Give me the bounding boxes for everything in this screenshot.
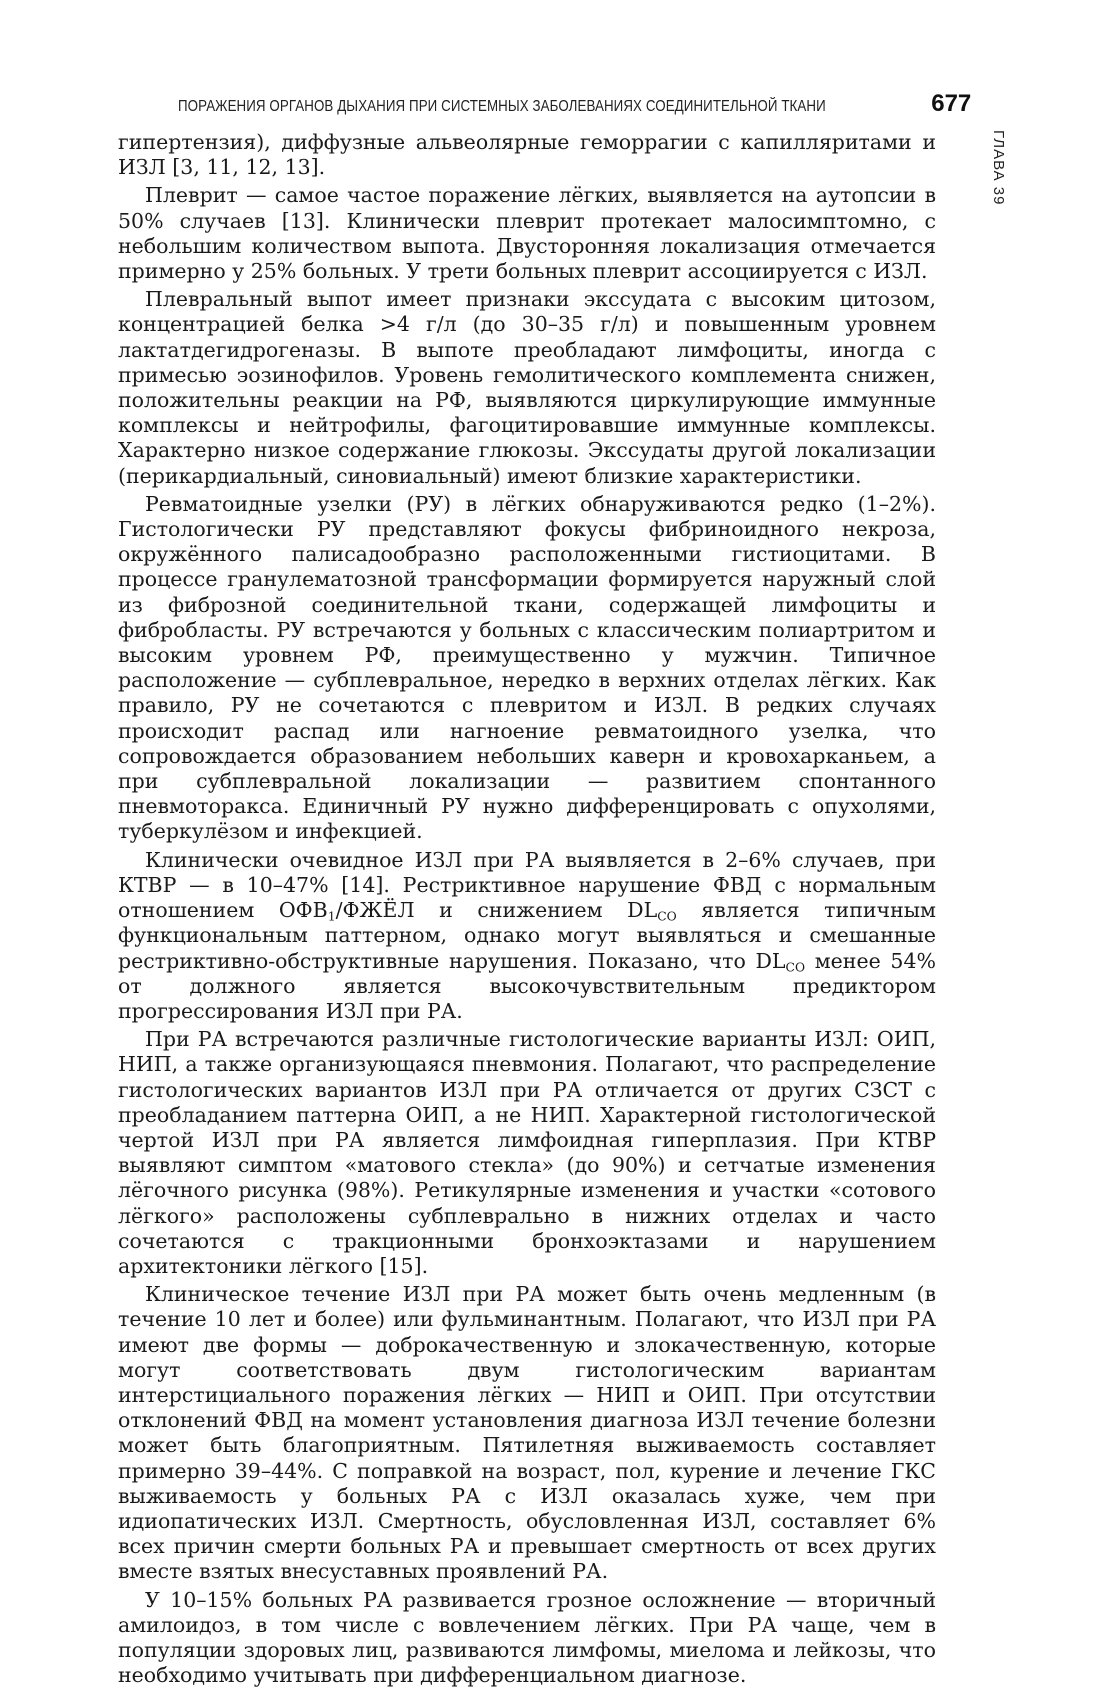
body-text [118,130,936,1691]
paragraph-6: При РА встречаются различные гистологические варианты ИЗЛ: ОИП, НИП, а также организующаяся пневмония. Полагают, что распределение гистологических вариантов ИЗЛ при РА отличается от других СЗСТ с преобладанием паттерна ОИП, а не НИП. Характерной гистологической чертой ИЗЛ при РА является лимфоидная гиперплазия. При КТВР выявляют симптом «матового стекла» (до 90%) и сетчатые изменения лёгочного рисунка (98%). Ретикулярные изменения и участки «сотового лёгкого» расположены субплеврально в нижних отделах и часто сочетаются с тракционными бронхоэктазами и нарушением архитектоники лёгкого [15]. [118,1027,936,1278]
paragraph-8: У 10–15% больных РА развивается грозное осложнение — вторичный амилоидоз, в том числе с вовлечением лёгких. При РА чаще, чем в популяции здоровых лиц, развиваются лимфомы, миелома и лейкозы, что необходимо учитывать при дифференциальном диагнозе. [118,1587,936,1688]
paragraph-2: Плеврит — самое частое поражение лёгких, выявляется на аутопсии в 50% случаев [13]. Клинически плеврит протекает малосимптомно, с небольшим количеством выпота. Двусторонняя локализация отмечается примерно у 25% больных. У трети больных плеврит ассоциируется с ИЗЛ. [118,183,936,284]
paragraph-5-part-d: менее 54% от должного является высокочувствительным предиктором прогрессирования ИЗЛ при РА. [118,948,936,1023]
paragraph-4: Ревматоидные узелки (РУ) в лёгких обнаруживаются редко (1–2%). Гистологически РУ представляют фокусы фибриноидного некроза, окружённого палисадообразно расположенными гистиоцитами. В процессе гранулематозной трансформации формируется наружный слой из фиброзной соединительной ткани, содержащей лимфоциты и фибробласты. РУ встречаются у больных с классическим полиартритом и высоким уровнем РФ, преимущественно у мужчин. Типичное расположение — субплевральное, нередко в верхних отделах лёгких. Как правило, РУ не сочетаются с плевритом и ИЗЛ. В редких случаях происходит распад или нагноение ревматоидного узелка, что сопровождается образованием небольших каверн и кровохарканьем, а при субплевральной локализации — развитием спонтанного пневмоторакса. Единичный РУ нужно дифференцировать с опухолями, туберкулёзом и инфекцией. [118,491,936,844]
running-title: ПОРАЖЕНИЯ ОРГАНОВ ДЫХАНИЯ ПРИ СИСТЕМНЫХ ЗАБОЛЕВАНИЯХ СОЕДИНИТЕЛЬНОЙ ТКАНИ [178,98,826,115]
paragraph-7: Клиническое течение ИЗЛ при РА может быть очень медленным (в течение 10 лет и более) или фульминантным. Полагают, что ИЗЛ при РА имеют две формы — доброкачественную и злокачественную, которые могут соответствовать двум гистологическим вариантам интерстициального поражения лёгких — НИП и ОИП. При отсутствии отклонений ФВД на момент установления диагноза ИЗЛ течение болезни может быть благоприятным. Пятилетняя выживаемость составляет примерно 39–44%. С поправкой на возраст, пол, курение и лечение ГКС выживаемость у больных РА с ИЗЛ оказалась хуже, чем при идиопатических ИЗЛ. Смертность, обусловленная ИЗЛ, составляет 6% всех причин смерти больных РА и превышает смертность от всех других вместе взятых внесуставных проявлений РА. [118,1282,936,1584]
paragraph-5 [118,848,936,1024]
paragraph-3: Плевральный выпот имеет признаки экссудата с высоким цитозом, концентрацией белка >4 г/л (до 30–35 г/л) и повышенным уровнем лактатдегидрогеназы. В выпоте преобладают лимфоциты, иногда с примесью эозинофилов. Уровень гемолитического комплемента снижен, положительны реакции на РФ, выявляются циркулирующие иммунные комплексы и нейтрофилы, фагоцитировавшие иммунные комплексы. Характерно низкое содержание глюкозы. Экссудаты другой локализации (перикардиальный, синовиальный) имеют близкие характеристики. [118,287,936,488]
paragraph-5-part-b: /ФЖЁЛ и снижением DL [335,898,658,923]
paragraph-5-part-c: является типичным функциональным паттерном, однако могут выявляться и смешанные рестриктивно-обструктивные нарушения. Показано, что DL [118,898,936,973]
paragraph-1: гипертензия), диффузные альвеолярные геморрагии с капилляритами и ИЗЛ [3, 11, 12, 13]. [118,130,936,180]
subscript-co-1: CO [657,909,677,924]
subscript-co-2: CO [785,960,806,975]
page-number: 677 [931,90,972,117]
running-head [178,90,972,118]
chapter-side-tab: ГЛАВА 39 [990,130,1007,206]
paragraph-5-part-a: Клинически очевидное ИЗЛ при РА выявляется в 2–6% случаев, при КТВР — в 10–47% [14]. Рестриктивное нарушение ФВД с нормальным отношением ОФВ [118,847,936,923]
subscript-1: 1 [327,909,336,924]
